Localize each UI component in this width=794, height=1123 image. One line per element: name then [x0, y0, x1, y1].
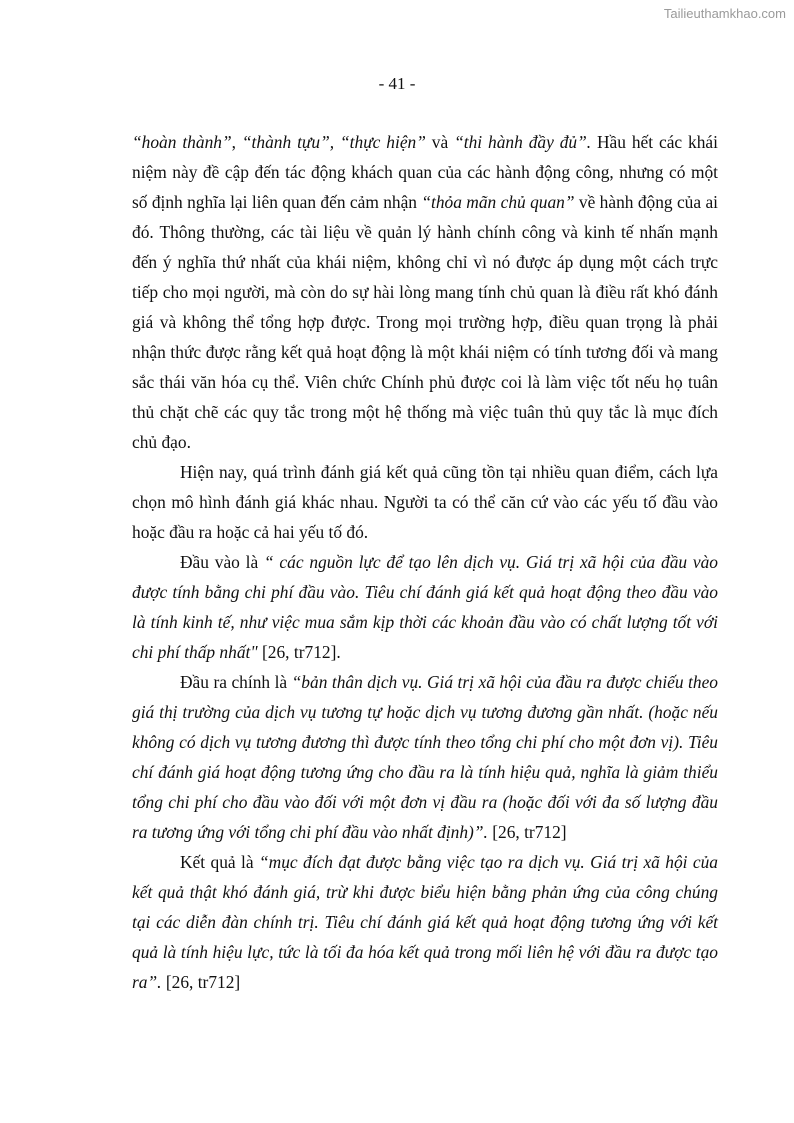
page-number: - 41 -: [378, 74, 416, 93]
document-body: [132, 127, 718, 997]
paragraph-4: [132, 667, 718, 847]
quote-thanh-tuu: “thành tựu”,: [241, 132, 335, 152]
lead-text: Đầu ra chính là: [180, 672, 292, 692]
paragraph-2: Hiện nay, quá trình đánh giá kết quả cũng tồn tại nhiều quan điểm, cách lựa chọn mô hình đánh giá khác nhau. Người ta có thể căn cứ vào các yếu tố đầu vào hoặc đầu ra hoặc cả hai yếu tố đó.: [132, 462, 718, 542]
paragraph-5: [132, 847, 718, 997]
quote-hoan-thanh: “hoàn thành”: [132, 132, 232, 152]
quote-dau-vao: “ các nguồn lực để tạo lên dịch vụ. Giá trị xã hội của đầu vào được tính bằng chi phí đầu vào. Tiêu chí đánh giá kết quả hoạt động theo đầu vào là tính kinh tế, như việc mua sắm kịp thời các khoản đầu vào có chất lượng tốt với chi phí thấp nhất": [132, 552, 718, 662]
lead-text: Đầu vào là: [180, 552, 264, 572]
quote-thuc-hien: “thực hiện”: [340, 132, 426, 152]
watermark: Tailieuthamkhao.com: [663, 6, 786, 21]
citation: [26, tr712]: [161, 972, 241, 992]
quote-ket-qua: “mục đích đạt được bằng việc tạo ra dịch vụ. Giá trị xã hội của kết quả thật khó đánh giá, trừ khi được biểu hiện bằng phản ứng của công chúng tại các diễn đàn chính trị. Tiêu chí đánh giá kết quả hoạt động tương ứng với kết quả là tính hiệu lực, tức là tối đa hóa kết quả trong mối liên hệ với đầu ra được tạo ra”.: [132, 852, 719, 992]
lead-text: Kết quả là: [180, 852, 259, 872]
paragraph-text: Hầu hết các khái niệm này đề cập đến tác động khách quan của các hành động công, nhưng có một số định nghĩa lại liên quan đến cảm nhận: [132, 132, 718, 212]
paragraph-text: về hành động của ai đó. Thông thường, các tài liệu về quản lý hành chính công và kinh tế nhấn mạnh đến ý nghĩa thứ nhất của khái niệm, không chỉ vì nó được áp dụng một cách trực tiếp cho mọi người, mà còn do sự hài lòng mang tính chủ quan là điều rất khó đánh giá và không thể tổng hợp được. Trong mọi trường hợp, điều quan trọng là phải nhận thức được rằng kết quả hoạt động là một khái niệm có tính tương đối và mang sắc thái văn hóa cụ thể. Viên chức Chính phủ được coi là làm việc tốt nếu họ tuân thủ chặt chẽ các quy tắc trong một hệ thống mà việc tuân thủ quy tắc là mục đích chủ đạo.: [132, 192, 718, 452]
quote-thi-hanh: “thi hành đầy đủ”.: [454, 132, 592, 152]
separator: ,: [231, 132, 242, 152]
quote-thoa-man: “thỏa mãn chủ quan”: [421, 192, 575, 212]
paragraph-1: [132, 127, 718, 457]
paragraph-3: [132, 547, 718, 667]
quote-dau-ra: “bản thân dịch vụ. Giá trị xã hội của đầu ra được chiếu theo giá thị trường của dịch vụ tương tự hoặc dịch vụ tương đương gần nhất. (hoặc nếu không có dịch vụ tương đương thì được tính theo tổng chi phí cho một đơn vị). Tiêu chí đánh giá hoạt động tương ứng cho đầu ra là tính hiệu quả, nghĩa là giảm thiểu tổng chi phí cho đầu vào đối với một đơn vị đầu ra (hoặc đối với đa số lượng đầu ra tương ứng với tổng chi phí đầu vào nhất định)”.: [132, 672, 718, 842]
citation: [26, tr712]: [487, 822, 567, 842]
separator: và: [425, 132, 455, 152]
citation: [26, tr712].: [257, 642, 341, 662]
